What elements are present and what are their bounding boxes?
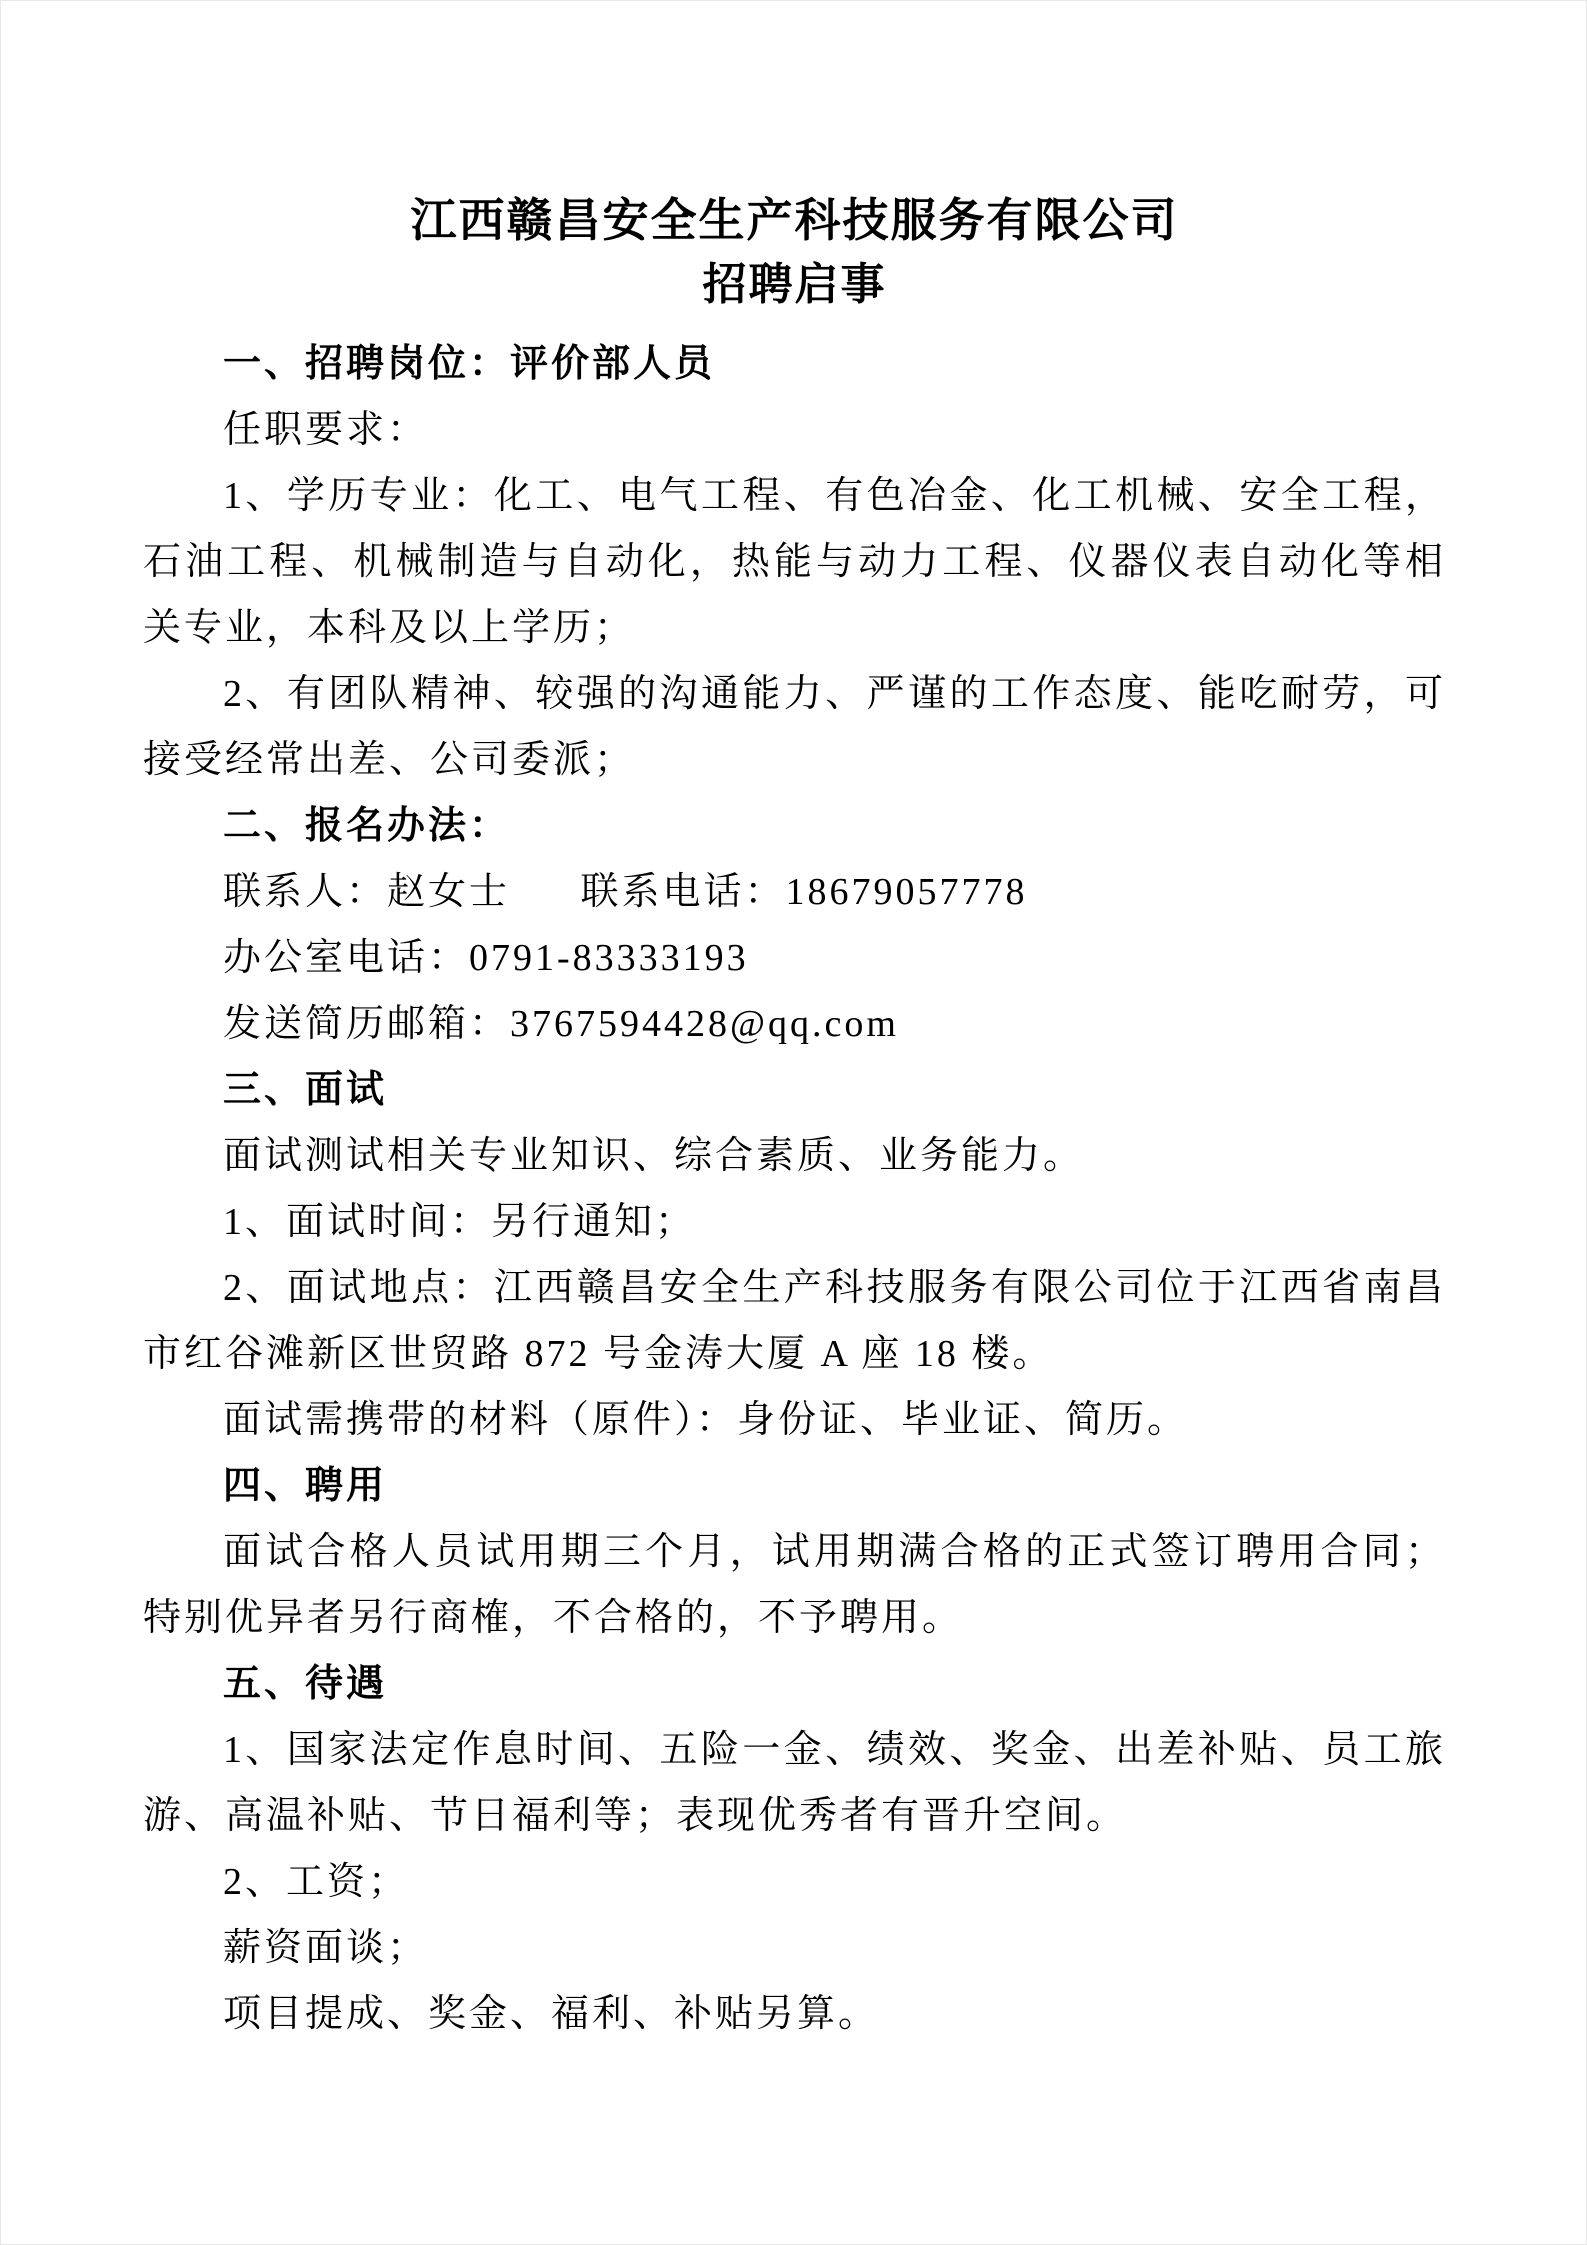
paragraph-probation-terms: 面试合格人员试用期三个月，试用期满合格的正式签订聘用合同；特别优异者另行商榷，不合格的，不予聘用。 <box>143 1531 1446 1639</box>
paragraph-benefits-detail: 1、国家法定作息时间、五险一金、绩效、奖金、出差补贴、员工旅游、高温补贴、节日福利等；表现优秀者有晋升空间。 <box>143 1729 1446 1837</box>
paragraph-salary-label: 2、工资； <box>223 1861 410 1903</box>
heading-benefits: 五、待遇 <box>223 1663 388 1705</box>
paragraph-office-phone: 办公室电话：0791-83333193 <box>223 937 749 979</box>
paragraph-contact-line <box>143 859 1446 925</box>
heading-interview: 三、面试 <box>223 1069 388 1111</box>
document-body <box>143 331 1446 2047</box>
paragraph-interview-location: 2、面试地点：江西赣昌安全生产科技服务有限公司位于江西省南昌市红谷滩新区世贸路 872 号金涛大厦 A 座 18 楼。 <box>143 1267 1446 1375</box>
heading-application-method: 二、报名办法： <box>223 805 511 847</box>
paragraph-job-requirements-label: 任职要求： <box>223 409 429 451</box>
paragraph-interview-scope: 面试测试相关专业知识、综合素质、业务能力。 <box>223 1135 1085 1177</box>
paragraph-resume-email: 发送简历邮箱：3767594428@qq.com <box>223 1003 899 1045</box>
heading-recruitment-position: 一、招聘岗位：评价部人员 <box>223 343 716 385</box>
paragraph-project-bonus: 项目提成、奖金、福利、补贴另算。 <box>223 1993 880 2035</box>
document-content <box>143 189 1446 2047</box>
contact-phone: 联系电话：18679057778 <box>580 871 1028 913</box>
paragraph-soft-skills: 2、有团队精神、较强的沟通能力、严谨的工作态度、能吃耐劳，可接受经常出差、公司委派； <box>143 673 1446 781</box>
paragraph-interview-materials: 面试需携带的材料（原件）：身份证、毕业证、简历。 <box>223 1399 1189 1441</box>
doc-title: 江西赣昌安全生产科技服务有限公司 <box>410 195 1179 246</box>
heading-employment: 四、聘用 <box>223 1465 388 1507</box>
contact-person: 联系人：赵女士 <box>223 871 511 913</box>
doc-subtitle: 招聘启事 <box>702 260 887 309</box>
paragraph-interview-time: 1、面试时间：另行通知； <box>223 1201 697 1243</box>
paragraph-salary-negotiable: 薪资面谈； <box>223 1927 429 1969</box>
paragraph-education-majors: 1、学历专业：化工、电气工程、有色冶金、化工机械、安全工程，石油工程、机械制造与自动化，热能与动力工程、仪器仪表自动化等相关专业，本科及以上学历； <box>143 475 1446 649</box>
